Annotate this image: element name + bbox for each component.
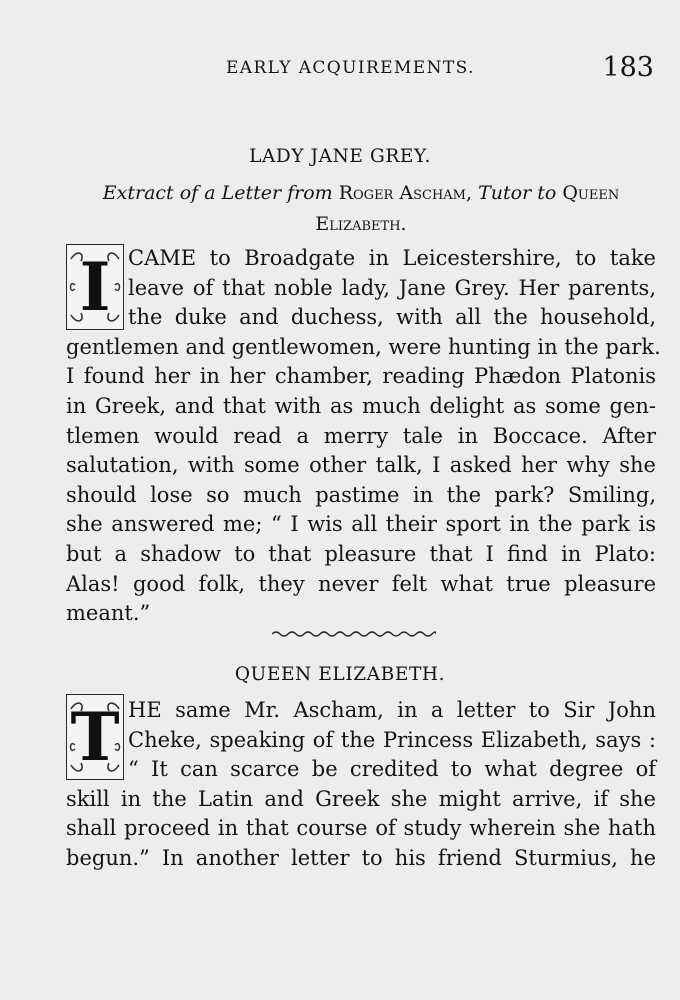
text-line: in Greek, and that with as much delight as some gen- [66, 393, 656, 418]
subtitle-author: Roger Ascham, [338, 182, 473, 204]
text-line: “ It can scarce be credited to what degree of [128, 757, 656, 782]
text-line: HE same Mr. Ascham, in a letter to Sir John [128, 698, 656, 722]
text-line: begun.” In another letter to his friend Sturmius, he [66, 845, 656, 870]
text-line: tlemen would read a merry tale in Boccace. After [66, 423, 656, 448]
page-number: 183 [602, 52, 654, 83]
drop-cap-letter: T [70, 698, 120, 776]
section-title-queen-elizabeth: QUEEN ELIZABETH. [234, 664, 446, 685]
page-header [0, 52, 680, 88]
text-line: should lose so much pastime in the park? Smiling, [66, 482, 656, 507]
text-line: meant.” [66, 601, 151, 626]
text-line: the duke and duchess, with all the household, [128, 305, 656, 330]
paragraph-lady-jane-grey [66, 244, 661, 629]
paragraph-queen-elizabeth [66, 696, 656, 874]
text-line: I found her in her chamber, reading Phædon Platonis [66, 364, 656, 389]
text-line: Alas! good folk, they never felt what true pleasure [66, 571, 656, 596]
text-line: salutation, with some other talk, I asked her why she [66, 453, 656, 478]
text-line: Cheke, speaking of the Princess Elizabeth, says : [128, 727, 656, 752]
text-line: she answered me; “ I wis all their sport in the park is [66, 512, 656, 537]
text-line: CAME to Broadgate in Leicestershire, to take [128, 246, 656, 270]
text-line: gentlemen and gentlewomen, were hunting in the park. [66, 334, 661, 359]
section-subtitle [66, 178, 656, 240]
text-line: shall proceed in that course of study wherein she hath [66, 816, 656, 841]
text-line: leave of that noble lady, Jane Grey. Her parents, [128, 275, 656, 300]
subtitle-recipient-name: Elizabeth. [315, 213, 407, 235]
text-line: skill in the Latin and Greek she might arrive, if she [66, 786, 656, 811]
running-head: EARLY ACQUIREMENTS. [226, 58, 475, 78]
subtitle-part: Tutor to [478, 182, 557, 204]
subtitle-part: Extract of a Letter from [102, 182, 333, 204]
subtitle-recipient: Queen [562, 182, 620, 204]
text-line: but a shadow to that pleasure that I find in Plato: [66, 541, 656, 566]
section-title-lady-jane-grey: LADY JANE GREY. [249, 146, 431, 167]
drop-cap-letter: I [79, 248, 111, 326]
wavy-divider [272, 629, 436, 639]
